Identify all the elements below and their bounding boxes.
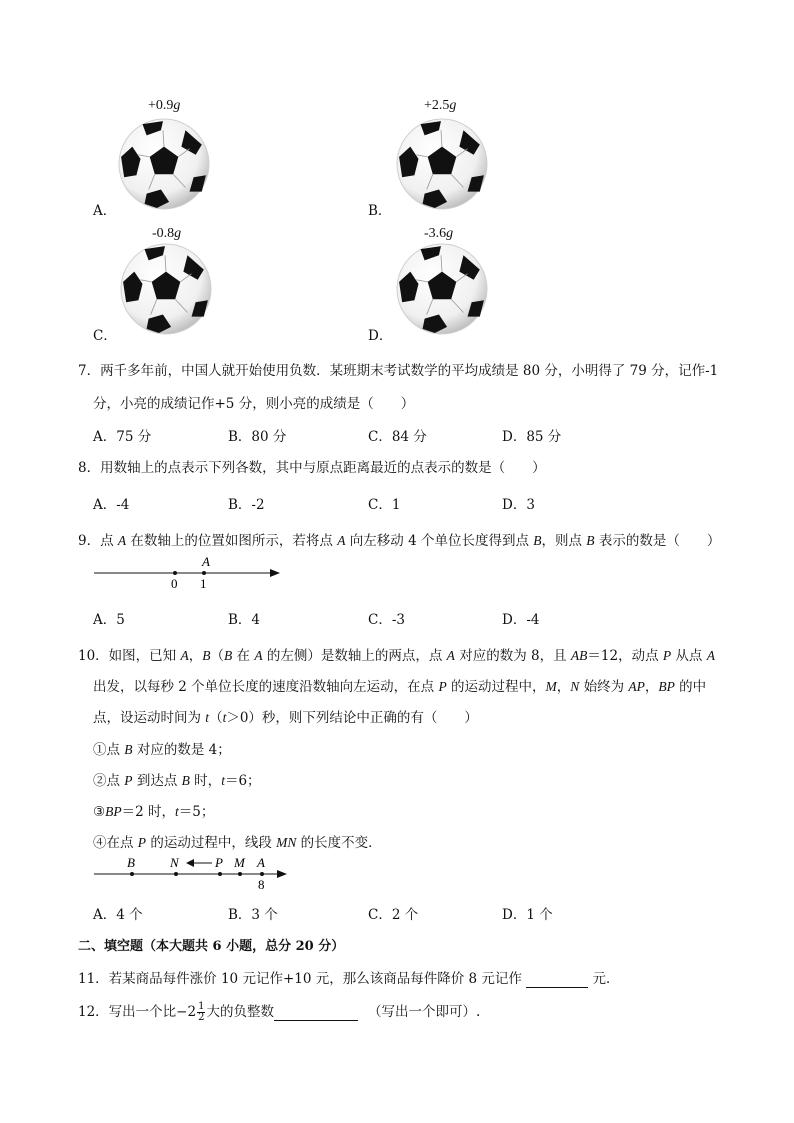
q10-point-p-label: P	[215, 855, 223, 870]
option-c-label: C．	[93, 328, 117, 344]
q9-stem: 9．点 A 在数轴上的位置如图所示，若将点 A 向左移动 4 个单位长度得到点 B，则点 B 表示的数是（ ）	[78, 533, 721, 549]
q10-option-b: B．3 个	[228, 907, 278, 923]
q8-stem: 8．用数轴上的点表示下列各数，其中与原点距离最近的点表示的数是（ ）	[78, 460, 546, 476]
q10-statement-4: ④在点 P 的运动过程中，线段 MN 的长度不变．	[93, 835, 382, 851]
fraction-one-half: $\frac{1}{2}$	[198, 1001, 205, 1023]
q10-tick-eight-label: 8	[258, 877, 265, 892]
option-d-weight: -3.6g	[424, 226, 454, 241]
option-b-weight: +2.5g	[424, 98, 457, 113]
q8-option-d: D．3	[502, 497, 535, 513]
soccer-ball-icon	[120, 243, 212, 335]
q7-option-a: A．75 分	[93, 429, 152, 445]
q8-option-a: A．-4	[93, 497, 130, 513]
q7-stem-line2: 分，小亮的成绩记作+5 分，则小亮的成绩是（ ）	[93, 396, 415, 412]
q10-number-line	[90, 853, 300, 893]
option-b-label: B．	[368, 203, 392, 219]
option-d-label: D．	[368, 328, 393, 344]
q7-option-d: D．85 分	[502, 429, 562, 445]
q10-point-a-label: A	[257, 855, 265, 870]
q12-stem: 12．写出一个比−2 $\frac{1}{2}$ 大的负整数 （写出一个即可）.	[78, 1001, 481, 1023]
q11-answer-blank[interactable]	[526, 971, 588, 988]
section-heading: 二、填空题（本大题共 6 小题，总分 20 分）	[78, 939, 345, 954]
q10-option-a: A．4 个	[93, 907, 143, 923]
q8-option-c: C．1	[368, 497, 401, 513]
q10-stem-line1: 10．如图，已知 A，B（B 在 A 的左侧）是数轴上的两点，点 A 对应的数为 8，且 AB＝12，动点 P 从点 A	[78, 648, 715, 664]
q12-answer-blank[interactable]	[274, 1004, 358, 1021]
q10-stem-line2: 出发，以每秒 2 个单位长度的速度沿数轴向左运动，在点 P 的运动过程中，M，N 始终为 AP，BP 的中	[93, 679, 707, 695]
left-arrow-icon	[186, 859, 212, 867]
q10-point-n-label: N	[170, 855, 179, 870]
q9-option-c: C．-3	[368, 612, 405, 628]
q7-option-c: C．84 分	[368, 429, 427, 445]
q7-option-b: B．80 分	[228, 429, 287, 445]
q10-point-m-label: M	[234, 855, 245, 870]
q9-tick-one-label: 1	[200, 576, 207, 591]
soccer-ball-icon	[396, 243, 488, 335]
q10-option-c: C．2 个	[368, 907, 419, 923]
q9-point-a-label: A	[202, 554, 210, 569]
q9-tick-zero-label: 0	[171, 576, 178, 591]
q9-option-d: D．-4	[502, 612, 540, 628]
q10-point-b-label: B	[127, 855, 135, 870]
q10-statement-3: ③BP＝2 时，t＝5；	[93, 804, 215, 820]
q7-stem-line1: 7．两千多年前，中国人就开始使用负数．某班期末考试数学的平均成绩是 80 分，小明得了 79 分，记作-1	[78, 363, 719, 379]
soccer-ball-icon	[396, 118, 488, 210]
q10-statement-1: ①点 B 对应的数是 4；	[93, 742, 231, 758]
option-a-weight: +0.9g	[148, 98, 181, 113]
q9-number-line	[90, 552, 290, 592]
q10-option-d: D．1 个	[502, 907, 553, 923]
q11-stem: 11．若某商品每件涨价 10 元记作+10 元，那么该商品每件降价 8 元记作 元．	[78, 971, 620, 987]
q10-statement-2: ②点 P 到达点 B 时，t＝6；	[93, 773, 261, 789]
option-a-label: A．	[93, 203, 117, 219]
q8-option-b: B．-2	[228, 497, 265, 513]
q9-option-a: A．5	[93, 612, 125, 628]
q9-option-b: B．4	[228, 612, 261, 628]
q10-stem-line3: 点，设运动时间为 t（t＞0）秒，则下列结论中正确的有（ ）	[93, 710, 478, 726]
option-c-weight: -0.8g	[152, 226, 182, 241]
soccer-ball-icon	[118, 118, 210, 210]
